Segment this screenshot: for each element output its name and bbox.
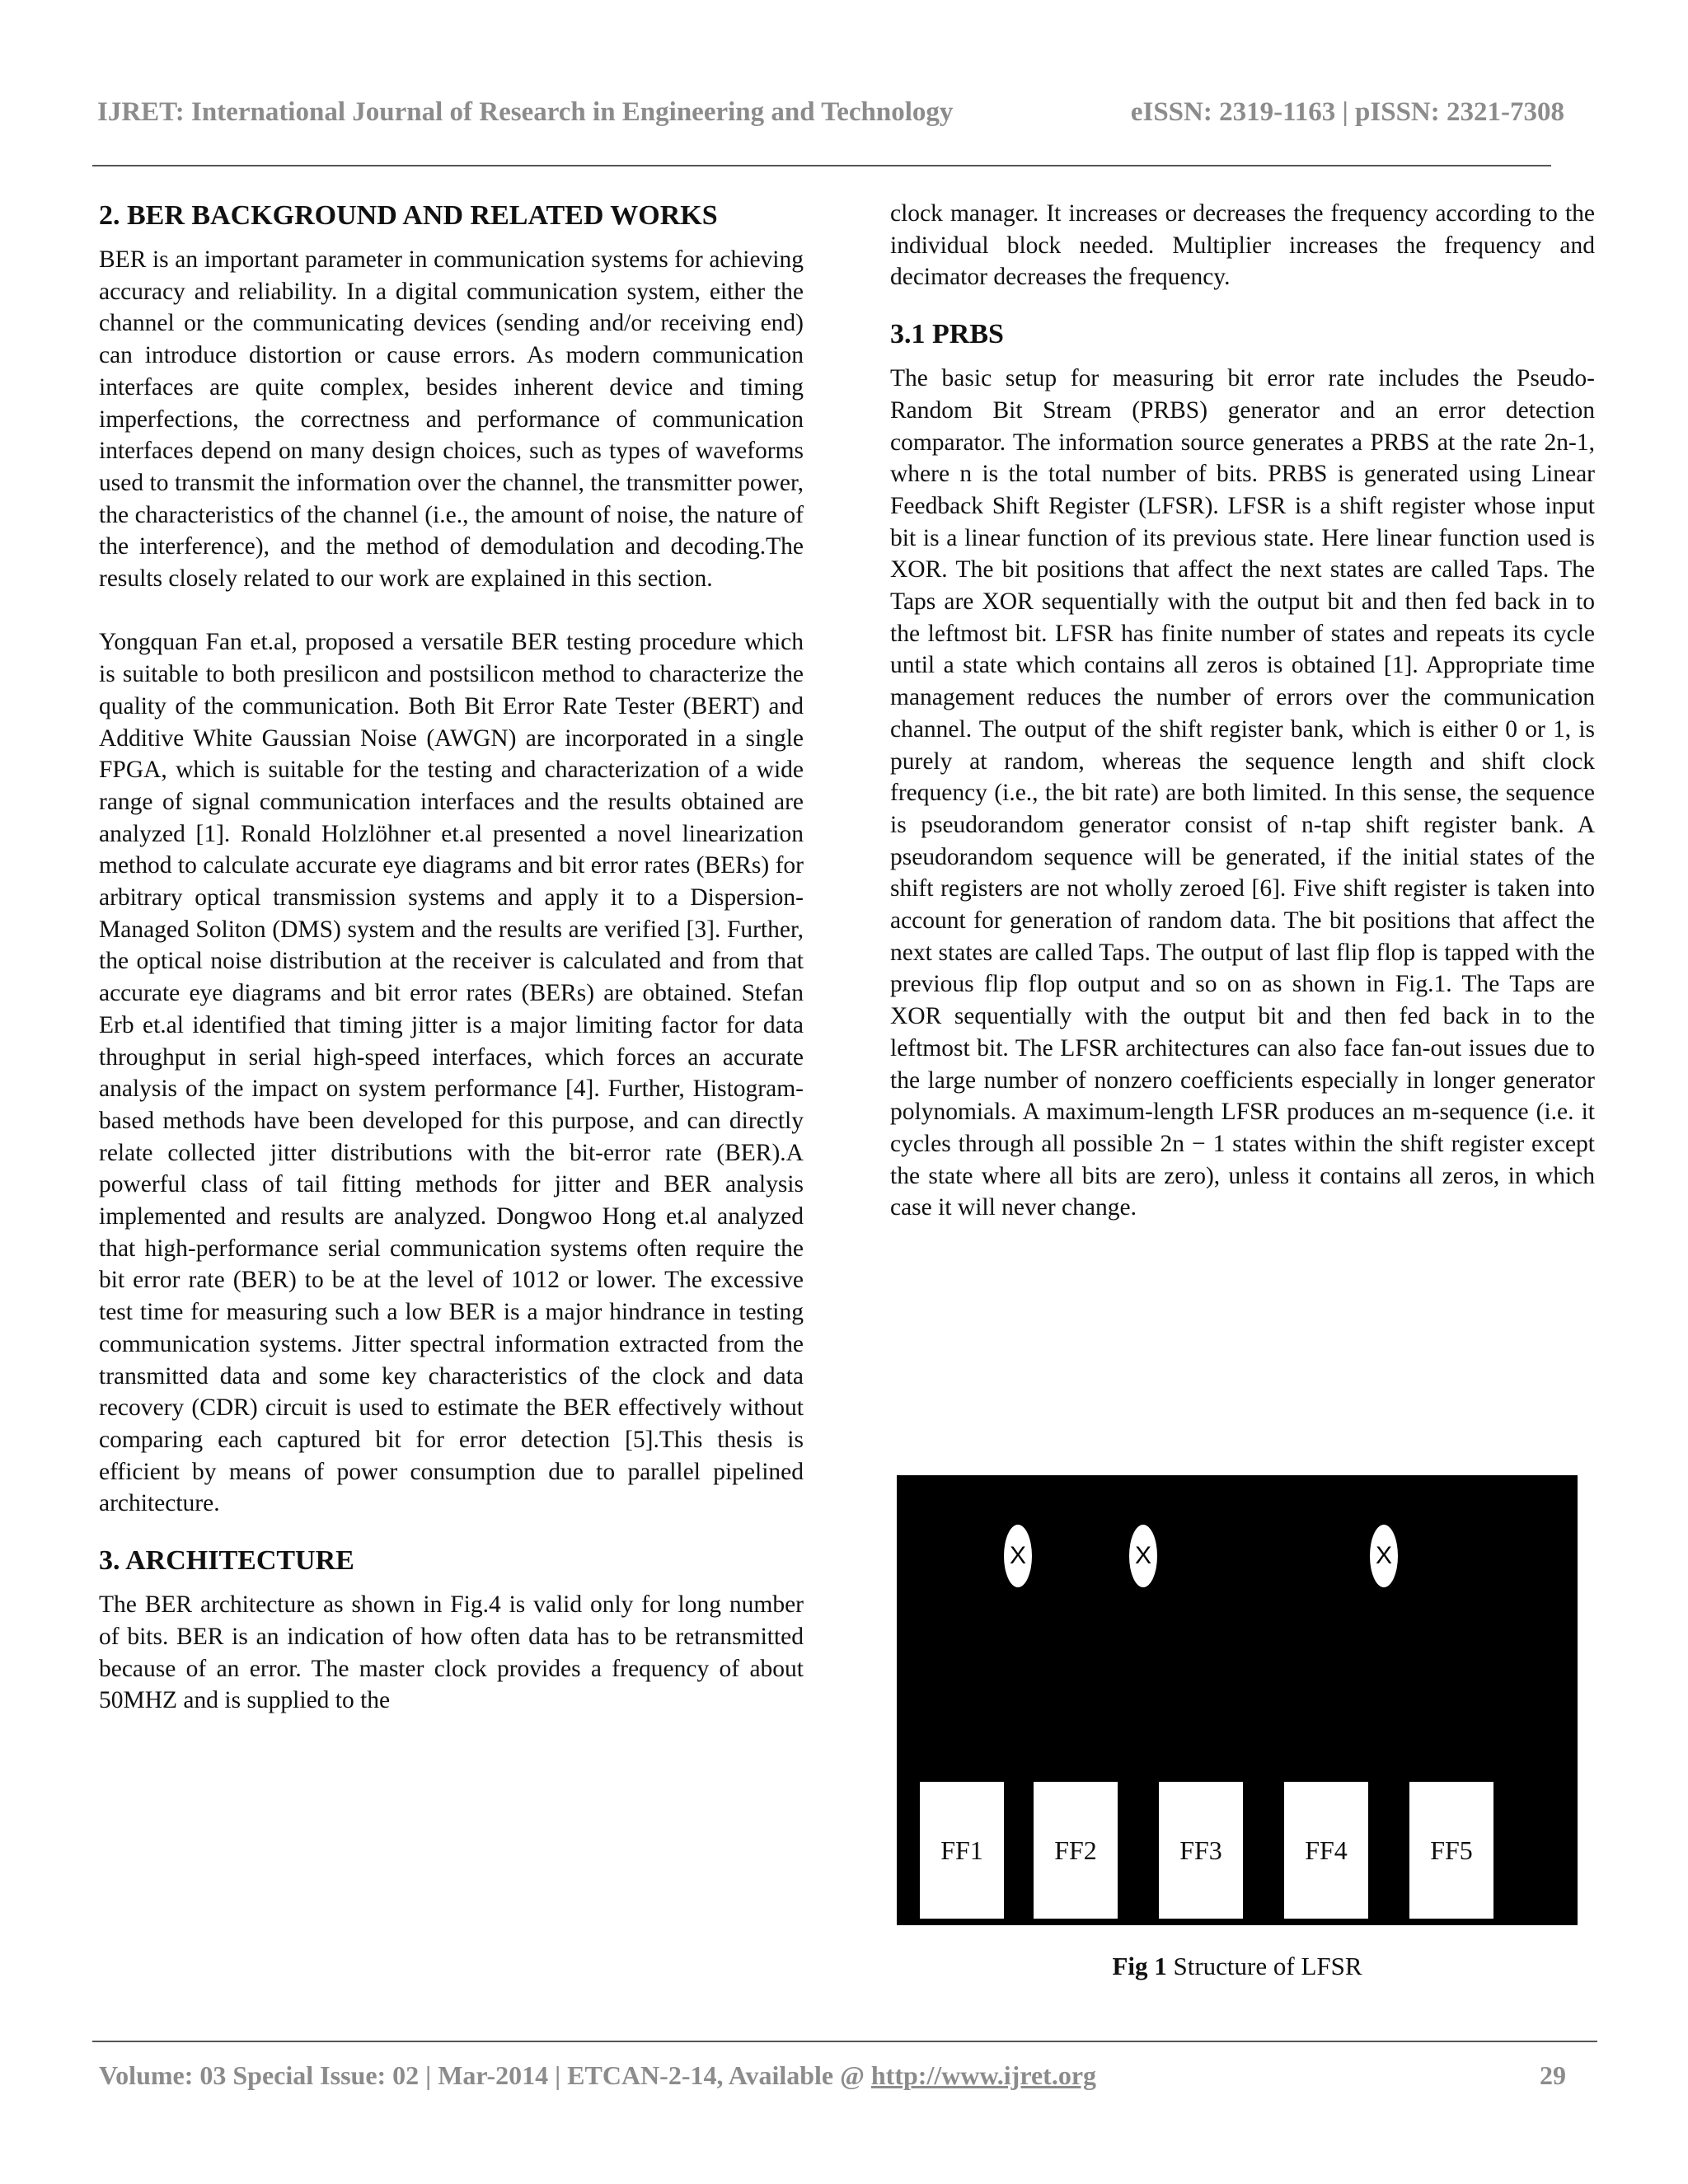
flip-flop-2: FF2 <box>1034 1782 1118 1919</box>
figure-caption-text: Structure of LFSR <box>1166 1952 1362 1980</box>
page-number: 29 <box>1540 2060 1566 2090</box>
flip-flop-3: FF3 <box>1159 1782 1243 1919</box>
issue-info: Volume: 03 Special Issue: 02 | Mar-2014 | ETCAN-2-14, Available @ <box>99 2060 871 2090</box>
paragraph-prbs: The basic setup for measuring bit error rate includes the Pseudo-Random Bit Stream (PRBS) generator and an error detection comparator. The information source generates a PRBS at the rate 2n-1, where n is the total number of bits. PRBS is generated using Linear Feedback Shift Register (LFSR). LFSR is a shift register whose input bit is a linear function of its previous state. Here linear function used is XOR. The bit positions that affect the next states are called Taps. The Taps are XOR sequentially with the output bit and then fed back in to the leftmost bit. LFSR has finite number of states and repeats its cycle until a state which contains all zeros is obtained [1]. Appropriate time management reduces the number of errors over the communication channel. The output of the shift register bank, which is either 0 or 1, is purely at random, whereas the sequence length and shift clock frequency (i.e., the bit rate) are both limited. In this sense, the sequence is pseudorandom generator consist of n-tap shift register bank. A pseudorandom sequence will be generated, if the initial states of the shift registers are not wholly zeroed [6]. Five shift register is taken into account for generation of random data. The bit positions that affect the next states are called Taps. The output of last flip flop is tapped with the previous flip flop output and so on as shown in Fig.1. The Taps are XOR sequentially with the output bit and then fed back in to the leftmost bit. The LFSR architectures can also face fan-out issues due to the large number of nonzero coefficients especially in longer generator polynomials. A maximum-length LFSR produces an m-sequence (i.e. it cycles through all possible 2n − 1 states within the shift register except the state where all bits are zero), unless it contains all zeros, in which case it will never change. <box>890 365 1595 1221</box>
xor-gate-2: X <box>1129 1525 1157 1587</box>
flip-flop-4: FF4 <box>1284 1782 1368 1919</box>
paragraph-clock-manager: clock manager. It increases or decreases the frequency according to the individual block needed. Multiplier increases the frequency and decimator decreases the frequency. <box>890 200 1595 291</box>
paragraph-related-works: Yongquan Fan et.al, proposed a versatile BER testing procedure which is suitable to both presilicon and postsilicon method to characterize the quality of the communication. Both Bit Error Rate Tester (BERT) and Additive White Gaussian Noise (AWGN) are incorporated in a single FPGA, which is suitable for the testing and characterization of a wide range of signal communication interfaces and the results obtained are analyzed [1]. Ronald Holzlöhner et.al presented a novel linearization method to calculate accurate eye diagrams and bit error rates (BERs) for arbitrary optical transmission systems and apply it to a Dispersion-Managed Soliton (DMS) system and the results are verified [3]. Further, the optical noise distribution at the receiver is calculated and from that accurate eye diagrams and bit error rates (BERs) are obtained. Stefan Erb et.al identified that timing jitter is a major limiting factor for data throughput in serial high-speed interfaces, which forces an accurate analysis of the impact on system performance [4]. Further, Histogram-based methods have been developed for this purpose, and can directly relate collected jitter distributions with the bit-error rate (BER).A powerful class of tail fitting methods for jitter and BER analysis implemented and results are analyzed. Dongwoo Hong et.al analyzed that high-performance serial communication systems often require the bit error rate (BER) to be at the level of 1012 or lower. The excessive test time for measuring such a low BER is a major hindrance in testing communication systems. Jitter spectral information extracted from the transmitted data and some key characteristics of the clock and data recovery (CDR) circuit is used to estimate the BER effectively without comparing each captured bit for error detection [5].This thesis is efficient by means of power consumption due to parallel pipelined architecture. <box>99 629 804 1517</box>
flip-flop-1: FF1 <box>920 1782 1004 1919</box>
xor-gate-3: X <box>1370 1525 1398 1587</box>
left-column <box>99 198 804 1717</box>
running-header <box>97 97 1564 128</box>
paragraph-architecture: The BER architecture as shown in Fig.4 is valid only for long number of bits. BER is an indication of how often data has to be retransmitted because of an error. The master clock provides a frequency of about 50MHZ and is supplied to the <box>99 1591 804 1714</box>
section-3-1-heading: 3.1 PRBS <box>890 319 1004 350</box>
journal-link[interactable]: http://www.ijret.org <box>870 2060 1097 2090</box>
flip-flop-5: FF5 <box>1409 1782 1493 1919</box>
header-divider <box>92 165 1551 166</box>
right-column <box>890 198 1595 1224</box>
running-footer <box>99 2060 1566 2091</box>
footer-info <box>99 2060 1096 2091</box>
section-2-heading: 2. BER BACKGROUND AND RELATED WORKS <box>99 200 718 231</box>
xor-gate-1: X <box>1004 1525 1032 1587</box>
footer-divider <box>92 2041 1597 2042</box>
lfsr-figure <box>897 1475 1578 1925</box>
section-3-heading: 3. ARCHITECTURE <box>99 1545 354 1577</box>
journal-name: IJRET: International Journal of Research in Engineering and Technology <box>97 97 954 127</box>
figure-caption-label: Fig 1 <box>1112 1952 1167 1980</box>
figure-caption <box>897 1952 1578 1981</box>
issn-numbers: eISSN: 2319-1163 | pISSN: 2321-7308 <box>1130 97 1564 127</box>
paragraph-ber-intro: BER is an important parameter in communication systems for achieving accuracy and reliability. In a digital communication system, either the channel or the communicating devices (sending and/or receiving end) can introduce distortion or cause errors. As modern communication interfaces are quite complex, besides inherent device and timing imperfections, the correctness and performance of communication interfaces depend on many design choices, such as types of waveforms used to transmit the information over the channel, the transmitter power, the characteristics of the channel (i.e., the amount of noise, the nature of the interference), and the method of demodulation and decoding.The results closely related to our work are explained in this section. <box>99 246 804 593</box>
